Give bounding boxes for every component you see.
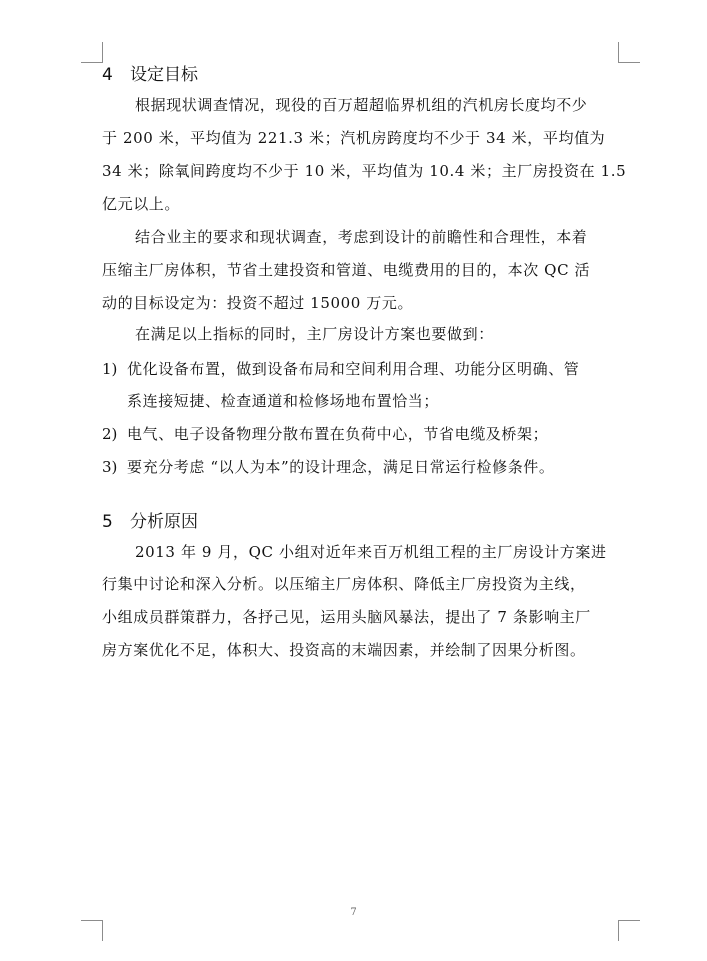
paragraph-line: 在满足以上指标的同时，主厂房设计方案也要做到： <box>135 325 494 343</box>
list-item-line: 优化设备布置，做到设备布局和空间利用合理、功能分区明确、管 <box>127 360 580 378</box>
list-item-line: 系连接短捷、检查通道和检修场地布置恰当； <box>127 392 440 410</box>
paragraph-line: 动的目标设定为：投资不超过 15000 万元。 <box>102 294 414 312</box>
crop-mark-top-right <box>618 42 619 63</box>
section-4-heading <box>102 63 198 87</box>
list-item-line: 要充分考虑 “以人为本”的设计理念，满足日常运行检修条件。 <box>127 458 555 476</box>
crop-mark-top-right <box>618 62 640 63</box>
paragraph-line: 压缩主厂房体积，节省土建投资和管道、电缆费用的目的，本次 QC 活 <box>102 261 591 279</box>
section-4-number: 4 <box>102 65 113 85</box>
paragraph-line: 小组成员群策群力，各抒己见，运用头脑风暴法，提出了 7 条影响主厂 <box>102 608 591 626</box>
crop-mark-bottom-left <box>81 920 103 921</box>
crop-mark-bottom-right <box>618 920 619 941</box>
page-number: 7 <box>350 907 357 918</box>
section-5-heading <box>102 510 198 534</box>
section-4-title: 设定目标 <box>130 65 198 85</box>
section-5-title: 分析原因 <box>130 512 198 532</box>
paragraph-line: 房方案优化不足，体积大、投资高的末端因素，并绘制了因果分析图。 <box>102 641 586 659</box>
crop-mark-top-left <box>81 62 103 63</box>
paragraph-line: 2013 年 9 月，QC 小组对近年来百万机组工程的主厂房设计方案进 <box>135 543 607 561</box>
paragraph-line: 34 米；除氧间跨度均不少于 10 米，平均值为 10.4 米；主厂房投资在 1.5 <box>102 162 627 180</box>
paragraph-line: 根据现状调查情况，现役的百万超超临界机组的汽机房长度均不少 <box>135 96 588 114</box>
list-marker: 1) <box>102 360 118 378</box>
section-5-number: 5 <box>102 512 113 532</box>
crop-mark-bottom-left <box>102 920 103 941</box>
paragraph-line: 于 200 米，平均值为 221.3 米；汽机房跨度均不少于 34 米，平均值为 <box>102 129 606 147</box>
paragraph-line: 结合业主的要求和现状调查，考虑到设计的前瞻性和合理性，本着 <box>135 228 588 246</box>
list-marker: 3) <box>102 458 118 476</box>
list-marker: 2) <box>102 425 118 443</box>
crop-mark-top-left <box>102 42 103 63</box>
list-item-line: 电气、电子设备物理分散布置在负荷中心，节省电缆及桥架； <box>127 425 549 443</box>
paragraph-line: 行集中讨论和深入分析。以压缩主厂房体积、降低主厂房投资为主线， <box>102 575 586 593</box>
crop-mark-bottom-right <box>618 920 640 921</box>
paragraph-line: 亿元以上。 <box>102 195 181 213</box>
